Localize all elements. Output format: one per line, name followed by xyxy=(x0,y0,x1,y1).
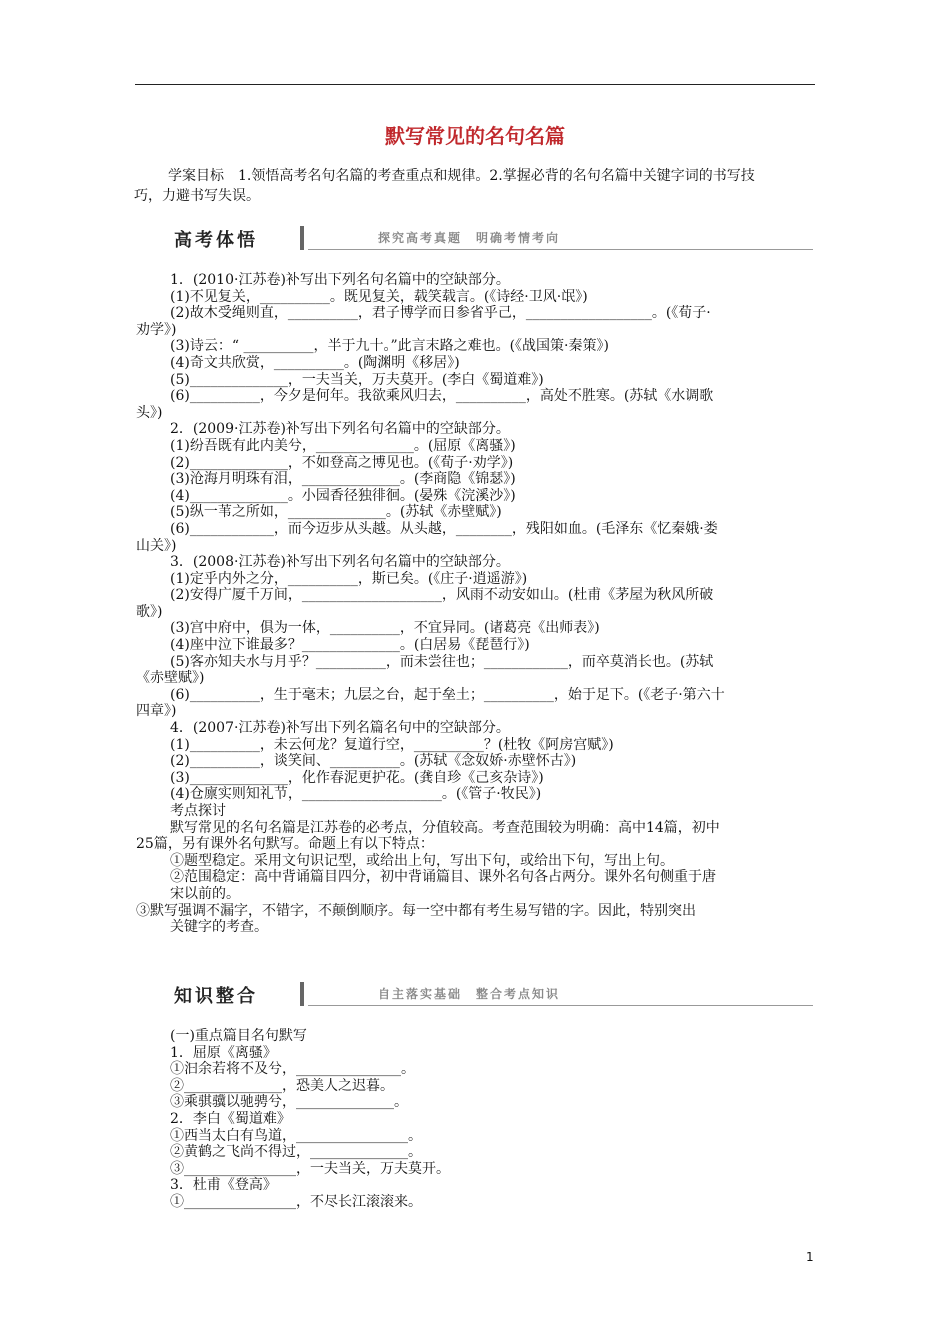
banner-label: 知识整合 xyxy=(174,986,258,1007)
section-knowledge-content xyxy=(170,1028,810,1211)
text-line: (1)不见复关，__________。既见复关，载笑载言。(《诗经·卫风·氓》) xyxy=(170,288,588,305)
text-line: (5)______________，一夫当关，万夫莫开。(李白《蜀道难》) xyxy=(170,371,544,388)
learning-objectives: 学案目标 1.领悟高考名句名篇的考查重点和规律。2.掌握必背的名句名篇中关键字词的书写技巧，力避书写失误。 xyxy=(134,168,755,204)
text-line: (4)______________。小园香径独徘徊。(晏殊《浣溪沙》) xyxy=(170,487,516,504)
banner-subtitle: 探究高考真题 明确考情考向 xyxy=(378,231,561,245)
text-line: 劝学》) xyxy=(136,321,177,338)
text-line: (2)故木受绳则直，__________，君子博学而日参省乎己，__________________。(《荀子· xyxy=(170,305,711,322)
text-line: (5)纵一苇之所如，______________。(苏轼《赤壁赋》) xyxy=(170,504,502,521)
section-banner-knowledge xyxy=(168,982,813,1006)
text-line: ②范围稳定：高中背诵篇目四分，初中背诵篇目、课外名句各占两分。课外名句侧重于唐 xyxy=(170,869,716,886)
text-line: ①汩余若将不及兮，_______________。 xyxy=(170,1061,415,1078)
text-line: ①________________，不尽长江滚滚来。 xyxy=(170,1193,422,1210)
text-line: (6)__________，生于毫末；九层之台，起于垒土；__________，始于足下。(《老子·第六十 xyxy=(170,686,725,703)
text-line: (3)______________，化作春泥更护花。(龚自珍《己亥杂诗》) xyxy=(170,769,544,786)
text-line: ①西当太白有鸟道，________________。 xyxy=(170,1127,422,1144)
header-rule xyxy=(135,84,815,85)
text-line: (6)__________，今夕是何年。我欲乘风归去，__________，高处不胜寒。(苏轼《水调歌 xyxy=(170,388,714,405)
text-line: 关键字的考查。 xyxy=(170,919,268,936)
text-line: (6)____________，而今迈步从头越。从头越，________，残阳如血。(毛泽东《忆秦娥·娄 xyxy=(170,520,718,537)
banner-divider xyxy=(300,226,304,250)
text-line: ③乘骐骥以驰骋兮，______________。 xyxy=(170,1094,408,1111)
banner-subtitle: 自主落实基础 整合考点知识 xyxy=(378,987,561,1001)
text-line: (2)______________，不如登高之博见也。(《荀子·劝学》) xyxy=(170,454,514,471)
banner-divider xyxy=(300,982,304,1006)
text-line: (2)__________，谈笑间、__________。(苏轼《念奴娇·赤壁怀古》) xyxy=(170,753,577,770)
text-line: (5)客亦知夫水与月乎？__________，而未尝往也；____________，而卒莫消长也。(苏轼 xyxy=(170,653,714,670)
text-line: ②黄鹤之飞尚不得过，______________。 xyxy=(170,1144,422,1161)
text-line: (2)安得广厦千万间，____________________，风雨不动安如山。(杜甫《茅屋为秋风所破 xyxy=(170,587,714,604)
text-line: 1．屈原《离骚》 xyxy=(170,1044,277,1061)
text-line: 头》) xyxy=(136,404,163,421)
text-line: (一)重点篇目名句默写 xyxy=(170,1028,307,1044)
banner-underline xyxy=(308,249,813,250)
text-line: (1)定乎内外之分，__________，斯已矣。(《庄子·逍遥游》) xyxy=(170,570,528,587)
text-line: 默写常见的名句名篇是江苏卷的必考点，分值较高。考查范围较为明确：高中14篇，初中 xyxy=(170,819,720,836)
text-line: ③________________，一夫当关，万夫莫开。 xyxy=(170,1160,450,1177)
text-line: 宋以前的。 xyxy=(170,885,240,902)
text-line: 歌》) xyxy=(136,603,163,620)
banner-label: 高考体悟 xyxy=(174,230,258,251)
page-title: 默写常见的名句名篇 xyxy=(385,124,565,148)
text-line: 3．杜甫《登高》 xyxy=(170,1177,277,1194)
banner-underline xyxy=(308,1005,813,1006)
text-line: (4)座中泣下谁最多？______________。(白居易《琵琶行》) xyxy=(170,637,530,654)
text-line: ③默写强调不漏字，不错字，不颠倒顺序。每一空中都有考生易写错的字。因此，特别突出 xyxy=(136,902,696,919)
page-number: 1 xyxy=(806,1250,814,1264)
text-line: (3)诗云：“ __________，半于九十。”此言末路之难也。(《战国策·秦策》) xyxy=(170,338,609,355)
text-line: (4)奇文共欣赏，__________。(陶渊明《移居》) xyxy=(170,354,460,371)
text-line: (3)宫中府中，俱为一体，__________，不宜异同。(诸葛亮《出师表》) xyxy=(170,620,600,637)
text-line: 四章》) xyxy=(136,703,177,720)
text-line: 山关》) xyxy=(136,537,177,554)
section-gaokao-content xyxy=(136,272,816,936)
text-line: (1)__________，未云何龙？复道行空，__________？(杜牧《阿房宫赋》) xyxy=(170,736,614,753)
text-line: 3．(2008·江苏卷)补写出下列名句名篇中的空缺部分。 xyxy=(170,554,510,571)
text-line: 《赤壁赋》) xyxy=(136,670,205,687)
text-line: (4)仓廪实则知礼节，____________________。(《管子·牧民》) xyxy=(170,786,542,803)
text-line: 考点探讨 xyxy=(170,803,226,819)
text-line: (1)纷吾既有此内美兮，______________。(屈原《离骚》) xyxy=(170,437,516,454)
text-line: 2．李白《蜀道难》 xyxy=(170,1110,291,1127)
text-line: 2．(2009·江苏卷)补写出下列名句名篇中的空缺部分。 xyxy=(170,421,510,438)
text-line: 25篇，另有课外名句默写。命题上有以下特点： xyxy=(136,836,434,853)
text-line: ②______________，恐美人之迟暮。 xyxy=(170,1077,394,1094)
section-banner-gaokao xyxy=(168,226,813,250)
text-line: (3)沧海月明珠有泪，______________。(李商隐《锦瑟》) xyxy=(170,471,516,488)
text-line: ①题型稳定。采用文句识记型，或给出上句，写出下句，或给出下句，写出上句。 xyxy=(170,852,674,869)
text-line: 4．(2007·江苏卷)补写出下列名篇名句中的空缺部分。 xyxy=(170,720,510,737)
text-line: 1．(2010·江苏卷)补写出下列名句名篇中的空缺部分。 xyxy=(170,272,510,288)
